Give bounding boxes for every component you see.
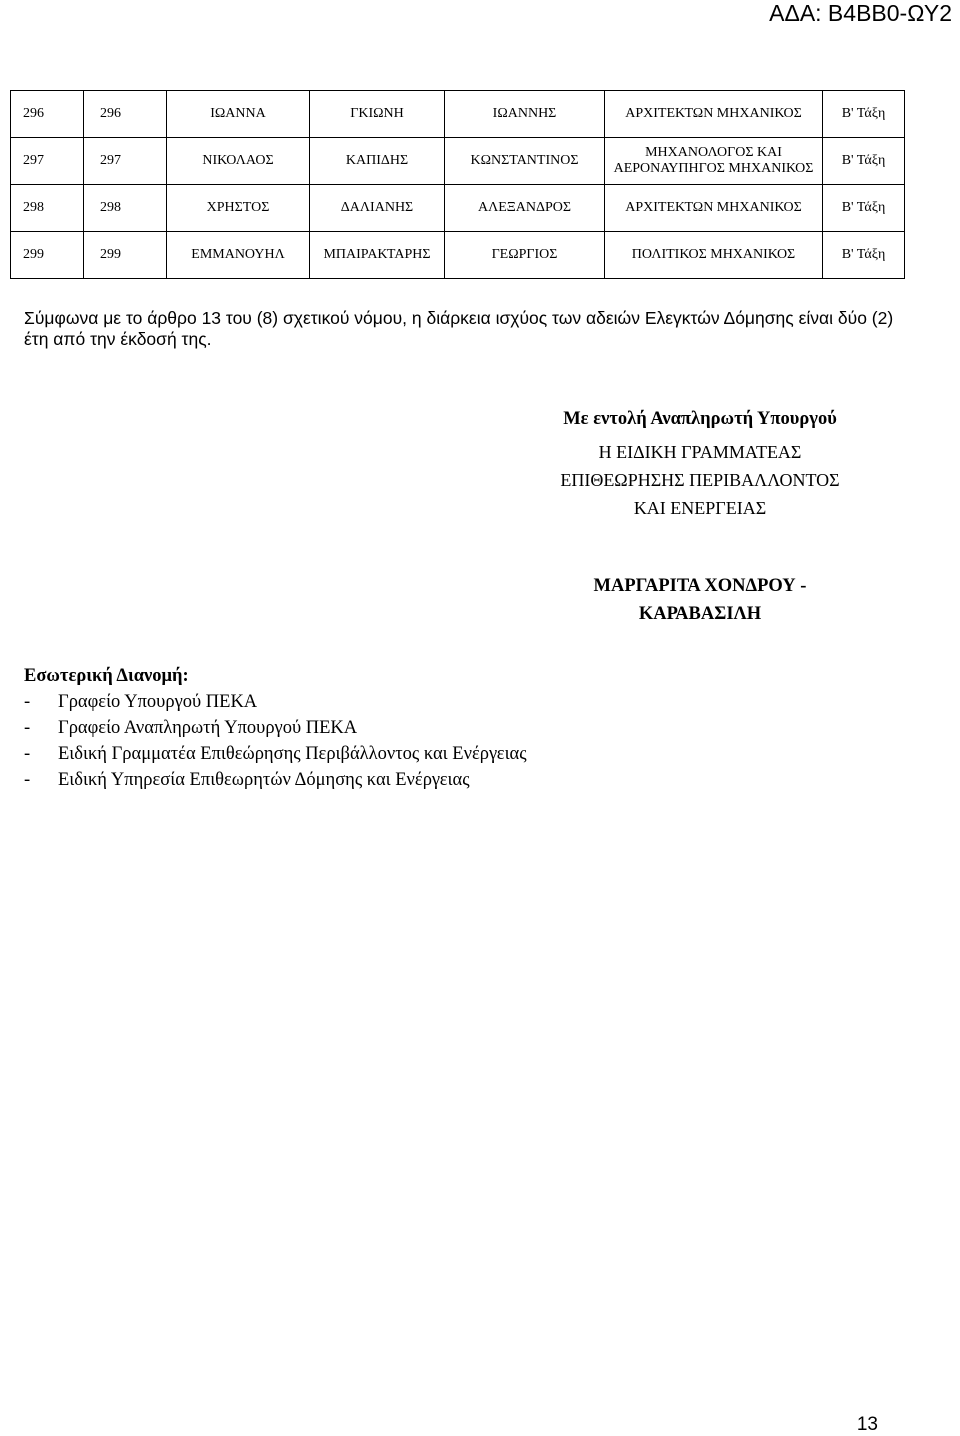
cell-father-name: ΚΩΝΣΤΑΝΤΙΝΟΣ (445, 138, 605, 185)
distribution-item (24, 689, 724, 715)
signature-title-line: Η ΕΙΔΙΚΗ ΓΡΑΜΜΑΤΕΑΣ (598, 442, 802, 462)
cell-class: Β' Τάξη (823, 91, 905, 138)
signature-order-line: Με εντολή Αναπληρωτή Υπουργού (563, 409, 837, 429)
cell-registry-number: 299 (84, 232, 167, 279)
list-bullet: - (24, 770, 31, 790)
cell-serial: 296 (11, 91, 84, 138)
signatory-name (440, 572, 960, 628)
internal-distribution (24, 663, 724, 793)
cell-last-name: ΓΚΙΩΝΗ (310, 91, 445, 138)
distribution-item (24, 741, 724, 767)
distribution-heading: Εσωτερική Διανομή: (24, 666, 189, 686)
cell-last-name: ΔΑΛΙΑΝΗΣ (310, 185, 445, 232)
cell-father-name: ΑΛΕΞΑΝΔΡΟΣ (445, 185, 605, 232)
cell-serial: 299 (11, 232, 84, 279)
signature-title-line: ΚΑΙ ΕΝΕΡΓΕΙΑΣ (633, 498, 767, 518)
cell-class: Β' Τάξη (823, 138, 905, 185)
cell-registry-number: 296 (84, 91, 167, 138)
distribution-item-text: Γραφείο Αναπληρωτή Υπουργού ΠΕΚΑ (58, 718, 358, 738)
validity-note: Σύμφωνα με το άρθρο 13 του (8) σχετικού νόμου, η διάρκεια ισχύος των αδειών Ελεγκτών Δόμησης είναι δύο (2) έτη από την έκδοσή της. (24, 308, 894, 349)
cell-first-name: ΧΡΗΣΤΟΣ (167, 185, 310, 232)
cell-serial: 298 (11, 185, 84, 232)
license-table (10, 90, 905, 279)
cell-class: Β' Τάξη (823, 232, 905, 279)
cell-first-name: ΝΙΚΟΛΑΟΣ (167, 138, 310, 185)
cell-serial: 297 (11, 138, 84, 185)
cell-specialty: ΜΗΧΑΝΟΛΟΓΟΣ ΚΑΙ ΑΕΡΟΝΑΥΠΗΓΟΣ ΜΗΧΑΝΙΚΟΣ (605, 138, 823, 185)
document-ada-code: ΑΔΑ: Β4ΒΒ0-ΩΥ2 (769, 0, 952, 26)
cell-class: Β' Τάξη (823, 185, 905, 232)
table-row (11, 232, 905, 279)
cell-father-name: ΓΕΩΡΓΙΟΣ (445, 232, 605, 279)
cell-first-name: ΙΩΑΝΝΑ (167, 91, 310, 138)
page-number: 13 (856, 1414, 878, 1435)
cell-last-name: ΚΑΠΙΔΗΣ (310, 138, 445, 185)
cell-registry-number: 298 (84, 185, 167, 232)
cell-first-name: ΕΜΜΑΝΟΥΗΛ (167, 232, 310, 279)
cell-father-name: ΙΩΑΝΝΗΣ (445, 91, 605, 138)
cell-specialty: ΑΡΧΙΤΕΚΤΩΝ ΜΗΧΑΝΙΚΟΣ (605, 185, 823, 232)
signatory-name-line: ΜΑΡΓΑΡΙΤΑ ΧΟΝΔΡΟΥ - (593, 576, 807, 596)
signature-title-line: ΕΠΙΘΕΩΡΗΣΗΣ ΠΕΡΙΒΑΛΛΟΝΤΟΣ (560, 470, 840, 490)
table-row (11, 138, 905, 185)
table-row (11, 91, 905, 138)
cell-registry-number: 297 (84, 138, 167, 185)
cell-specialty: ΠΟΛΙΤΙΚΟΣ ΜΗΧΑΝΙΚΟΣ (605, 232, 823, 279)
list-bullet: - (24, 718, 31, 738)
distribution-item-text: Ειδική Υπηρεσία Επιθεωρητών Δόμησης και Ενέργειας (58, 770, 470, 790)
distribution-item-text: Γραφείο Υπουργού ΠΕΚΑ (58, 692, 258, 712)
signature-title (440, 438, 960, 522)
signatory-name-line: ΚΑΡΑΒΑΣΙΛΗ (638, 604, 762, 624)
list-bullet: - (24, 744, 31, 764)
cell-specialty: ΑΡΧΙΤΕΚΤΩΝ ΜΗΧΑΝΙΚΟΣ (605, 91, 823, 138)
list-bullet: - (24, 692, 31, 712)
table-row (11, 185, 905, 232)
distribution-item-text: Ειδική Γραμματέα Επιθεώρησης Περιβάλλοντος και Ενέργειας (58, 744, 527, 764)
distribution-item (24, 715, 724, 741)
cell-last-name: ΜΠΑΙΡΑΚΤΑΡΗΣ (310, 232, 445, 279)
distribution-item (24, 767, 724, 793)
